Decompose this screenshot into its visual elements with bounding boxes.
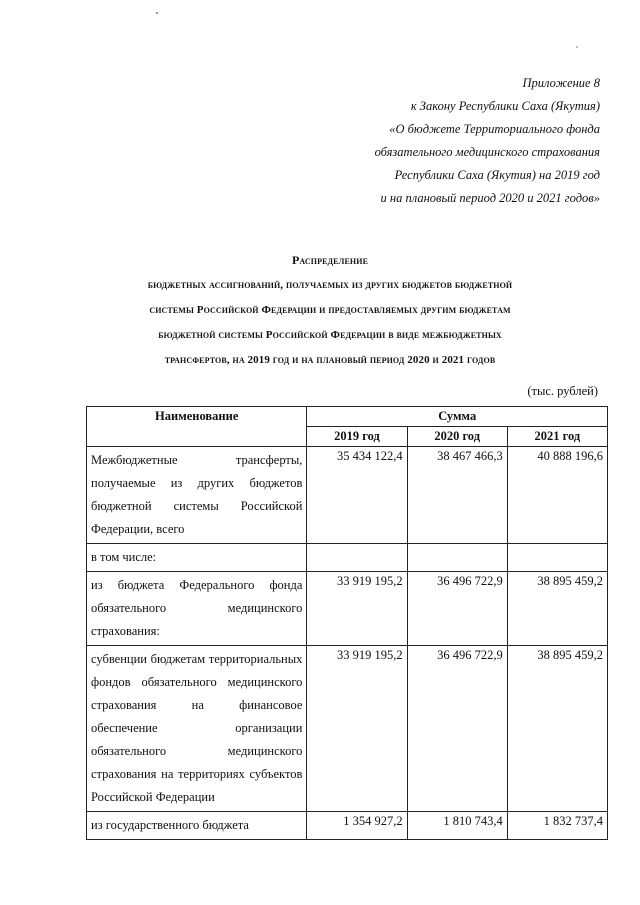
allocation-table bbox=[86, 406, 608, 840]
heading-line: Распределение bbox=[291, 253, 369, 267]
row-value: 33 919 195,2 bbox=[307, 646, 407, 812]
heading-line: бюджетных ассигнований, получаемых из других бюджетов бюджетной bbox=[147, 279, 513, 291]
heading-line: бюджетной системы Российской Федерации в виде межбюджетных bbox=[158, 329, 502, 341]
heading-line: трансфертов, на 2019 год и на плановый период 2020 и 2021 годов bbox=[164, 354, 496, 366]
appendix-line: «О бюджете Территориального фонда bbox=[389, 122, 600, 136]
row-name: субвенции бюджетам территориальных фондов обязательного медицинского страхования на финансовое обеспечение организации обязательного медицинского страхования на территориях субъектов Российской Федерации bbox=[87, 646, 307, 812]
row-value: 38 467 466,3 bbox=[407, 447, 507, 544]
appendix-line: Республики Саха (Якутия) на 2019 год bbox=[394, 168, 600, 182]
row-name: в том числе: bbox=[87, 544, 307, 572]
row-value bbox=[407, 544, 507, 572]
table-row bbox=[87, 447, 608, 544]
row-value: 40 888 196,6 bbox=[507, 447, 607, 544]
row-value: 36 496 722,9 bbox=[407, 572, 507, 646]
row-value: 1 810 743,4 bbox=[407, 812, 507, 840]
row-value: 36 496 722,9 bbox=[407, 646, 507, 812]
row-value: 1 832 737,4 bbox=[507, 812, 607, 840]
document-heading bbox=[60, 248, 600, 373]
heading-line: системы Российской Федерации и предоставляемых другим бюджетам bbox=[149, 304, 511, 316]
row-value: 1 354 927,2 bbox=[307, 812, 407, 840]
row-value: 33 919 195,2 bbox=[307, 572, 407, 646]
appendix-note bbox=[240, 72, 600, 210]
units-label: (тыс. рублей) bbox=[527, 384, 598, 398]
column-header-sum: Сумма bbox=[307, 407, 608, 427]
table-row bbox=[87, 646, 608, 812]
row-name: из государственного бюджета bbox=[87, 812, 307, 840]
column-header-year: 2021 год bbox=[507, 427, 607, 447]
appendix-line: Приложение 8 bbox=[522, 76, 600, 90]
appendix-line: к Закону Республики Саха (Якутия) bbox=[410, 99, 600, 113]
scan-speck bbox=[576, 46, 578, 48]
table-row bbox=[87, 572, 608, 646]
appendix-line: обязательного медицинского страхования bbox=[374, 145, 600, 159]
row-value: 35 434 122,4 bbox=[307, 447, 407, 544]
column-header-year: 2020 год bbox=[407, 427, 507, 447]
row-value bbox=[507, 544, 607, 572]
scan-speck bbox=[156, 12, 158, 14]
column-header-year: 2019 год bbox=[307, 427, 407, 447]
appendix-line: и на плановый период 2020 и 2021 годов» bbox=[380, 191, 600, 205]
row-name: из бюджета Федерального фонда обязательного медицинского страхования: bbox=[87, 572, 307, 646]
row-value: 38 895 459,2 bbox=[507, 572, 607, 646]
row-value bbox=[307, 544, 407, 572]
row-value: 38 895 459,2 bbox=[507, 646, 607, 812]
table-row bbox=[87, 812, 608, 840]
column-header-name: Наименование bbox=[87, 407, 307, 447]
table-row bbox=[87, 544, 608, 572]
row-name: Межбюджетные трансферты, получаемые из других бюджетов бюджетной системы Российской Федерации, всего bbox=[87, 447, 307, 544]
